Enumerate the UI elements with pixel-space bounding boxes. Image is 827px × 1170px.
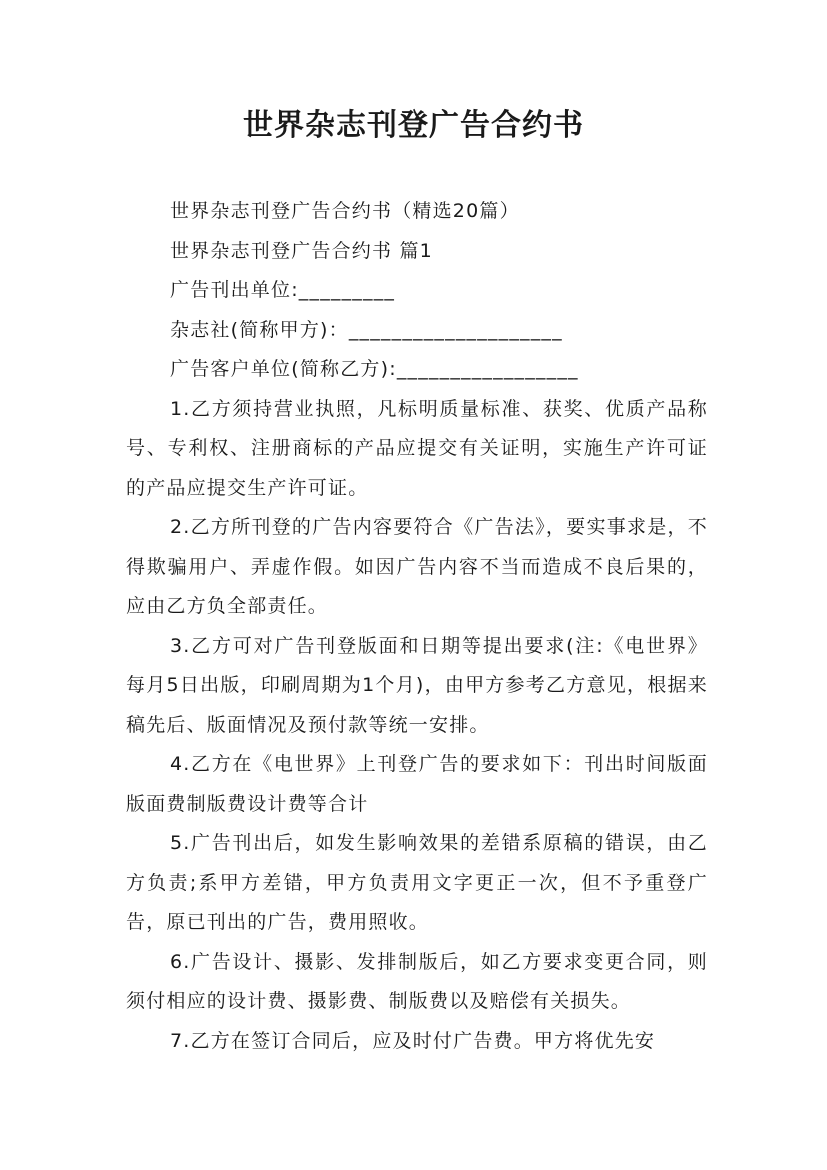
chapter-heading: 世界杂志刊登广告合约书 篇1: [170, 239, 433, 262]
field-client: 广告客户单位(简称乙方):_________________: [170, 358, 579, 380]
clause-5: 5.广告刊出后，如发生影响效果的差错系原稿的错误，由乙方负责;系甲方差错，甲方负责用文字更正一次，但不予重登广告，原已刊出的广告，费用照收。: [126, 832, 708, 933]
field-publisher: 广告刊出单位:_________: [170, 279, 396, 301]
clause-6: 6.广告设计、摄影、发排制版后，如乙方要求变更合同，则须付相应的设计费、摄影费、制版费以及赔偿有关损失。: [126, 950, 708, 1012]
clause-2: 2.乙方所刊登的广告内容要符合《广告法》，要实事求是，不得欺骗用户、弄虚作假。如因广告内容不当而造成不良后果的，应由乙方负全部责任。: [126, 516, 708, 617]
clause-7: 7.乙方在签订合同后，应及时付广告费。甲方将优先安: [170, 1029, 656, 1052]
clause-4: 4.乙方在《电世界》上刊登广告的要求如下：刊出时间版面版面费制版费设计费等合计: [126, 753, 708, 815]
field-magazine: 杂志社(简称甲方)：____________________: [170, 318, 563, 341]
document-title: 世界杂志刊登广告合约书: [243, 108, 584, 143]
document-body: [126, 192, 708, 1061]
document-subtitle: 世界杂志刊登广告合约书（精选20篇）: [170, 200, 520, 222]
clause-1: 1.乙方须持营业执照，凡标明质量标准、获奖、优质产品称号、专利权、注册商标的产品应提交有关证明，实施生产许可证的产品应提交生产许可证。: [126, 397, 708, 499]
clause-3: 3.乙方可对广告刊登版面和日期等提出要求(注:《电世界》每月5日出版，印刷周期为1个月)，由甲方参考乙方意见，根据来稿先后、版面情况及预付款等统一安排。: [126, 634, 708, 736]
